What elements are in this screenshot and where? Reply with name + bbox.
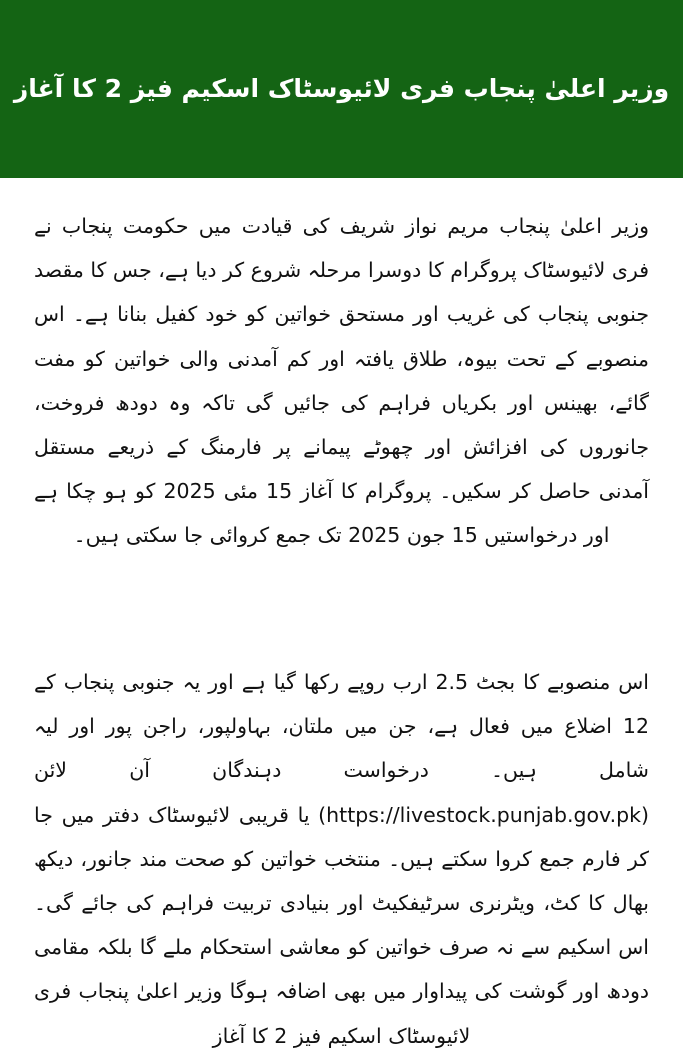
article-paragraph: وزیر اعلیٰ پنجاب مریم نواز شریف کی قیادت میں حکومت پنجاب نے فری لائیوسٹاک پروگرام کا دوسرا مرحلہ شروع کر دیا ہے، جس کا مقصد جنوبی پنجاب کی غریب اور مستحق خواتین کو خود کفیل بنانا ہے۔ اس منصوبے کے تحت بیوہ، طلاق یافتہ اور کم آمدنی والی خواتین کو مفت گائے، بھینس اور بکریاں فراہم کی جائیں گی تاکہ وہ دودھ فروخت، جانوروں کی افزائش اور چھوٹے پیمانے پر فارمنگ کے ذریعے مستقل آمدنی حاصل کر سکیں۔ پروگرام کا آغاز 15 مئی 2025 کو ہو چکا ہے اور درخواستیں 15 جون 2025 تک جمع کروائی جا سکتی ہیں۔ bbox=[34, 214, 649, 548]
header-banner bbox=[0, 0, 683, 178]
article-paragraph: اس منصوبے کا بجٹ 2.5 ارب روپے رکھا گیا ہے اور یہ جنوبی پنجاب کے 12 اضلاع میں فعال ہے، جن میں ملتان، بہاولپور، راجن پور اور لیہ شامل ہیں۔ درخواست دہندگان آن لائن (https://livestock.punjab.gov.pk) یا قریبی لائیوسٹاک دفتر میں جا کر فارم جمع کروا سکتے ہیں۔ منتخب خواتین کو صحت مند جانور، دیکھ بھال کا کٹ، ویٹرنری سرٹیفکیٹ اور بنیادی تربیت فراہم کی جائے گی۔ اس اسکیم سے نہ صرف خواتین کو معاشی استحکام ملے گا بلکہ مقامی دودھ اور گوشت کی پیداوار میں بھی اضافہ ہوگا وزیر اعلیٰ پنجاب فری لائیوسٹاک اسکیم فیز 2 کا آغاز bbox=[34, 670, 649, 1048]
page-title: وزیر اعلیٰ پنجاب فری لائیوسٹاک اسکیم فیز 2 کا آغاز bbox=[13, 73, 670, 103]
